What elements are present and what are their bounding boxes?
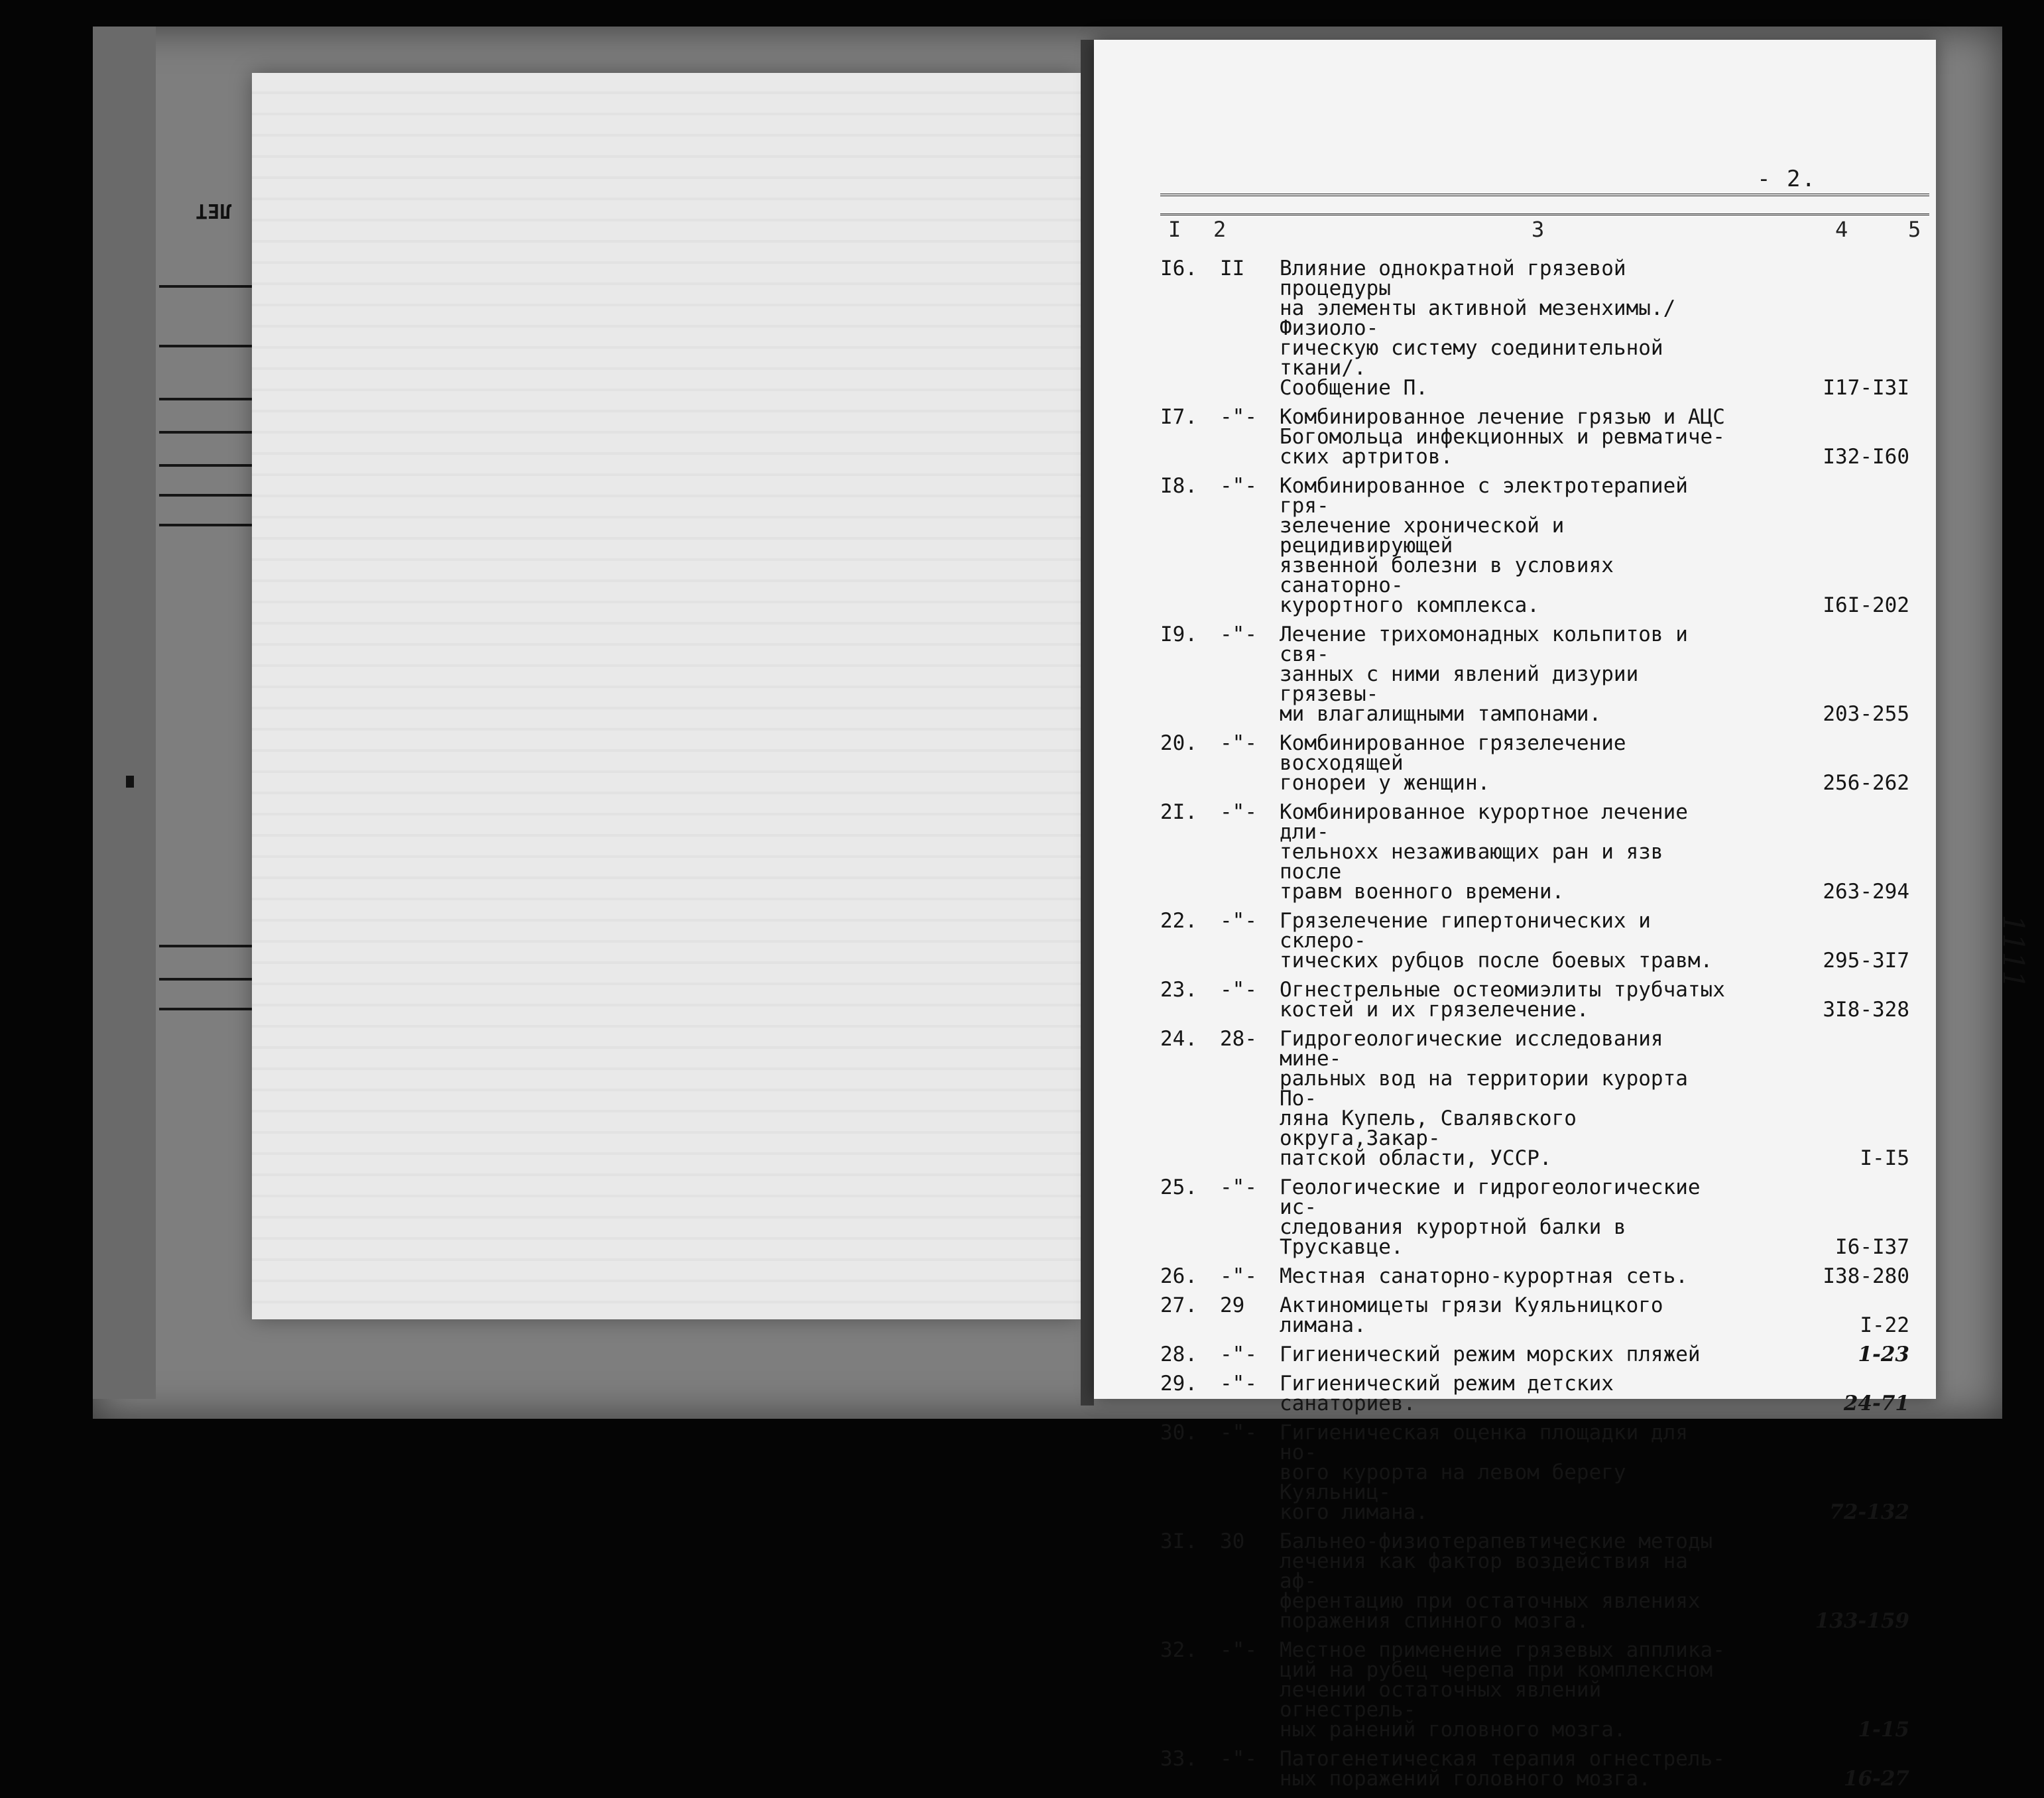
folder-edge	[93, 27, 156, 1399]
entry-title: Гигиенический режим детских санаториев.	[1280, 1372, 1614, 1415]
entry-section: -"-	[1220, 1372, 1257, 1396]
entry-number: 30.	[1160, 1421, 1197, 1445]
entry-section: -"-	[1220, 978, 1257, 1002]
entry-pages: I38-280	[1823, 1264, 1909, 1288]
entry-pages: I6I-202	[1823, 593, 1909, 617]
entry-title: Комбинированное грязелечение восходящей гонореи у женщин.	[1280, 731, 1626, 795]
table-row	[1160, 1295, 1943, 1335]
entry-pages: 203-255	[1823, 702, 1909, 726]
entry-number: I7.	[1160, 405, 1197, 429]
book-spine	[1081, 40, 1094, 1406]
entry-number: 29.	[1160, 1372, 1197, 1396]
entry-pages: 1-23	[1858, 1343, 1909, 1366]
entry-number: 3I.	[1160, 1529, 1197, 1553]
column-header-2: 2	[1213, 217, 1227, 242]
entry-title: Гидрогеологические исследования мине- ральных вод на территории курорта По- ляна Купель, Свалявского округа,Закар- патской области, УССР.	[1280, 1027, 1688, 1170]
table-row	[1160, 407, 1943, 467]
entry-number: 27.	[1160, 1293, 1197, 1317]
entry-section: 30	[1220, 1529, 1245, 1553]
entry-list	[1160, 259, 1943, 1798]
entry-section: -"-	[1220, 405, 1257, 429]
table-row	[1160, 1749, 1943, 1789]
table-row	[1160, 476, 1943, 615]
table-row	[1160, 1029, 1943, 1168]
column-header-5: 5	[1908, 217, 1921, 242]
entry-title: Грязелечение гипертонических и склеро- тических рубцов после боевых травм.	[1280, 909, 1713, 973]
entry-title: Лечение трихомонадных кольпитов и свя- занных с ними явлений дизурии грязевы- ми влагалищными тампонами.	[1280, 623, 1688, 726]
entry-section: II	[1220, 257, 1245, 280]
entry-section: -"-	[1220, 1421, 1257, 1445]
entry-pages: 16-27	[1843, 1767, 1909, 1791]
entry-title: Гигиенический режим морских пляжей	[1280, 1343, 1701, 1366]
entry-section: -"-	[1220, 1638, 1257, 1662]
entry-number: 32.	[1160, 1638, 1197, 1662]
entry-title: Комбинированное с электротерапией гря- зелечение хронической и рецидивирующей язвенной болезни в условиях санаторно- курортного комплекса.	[1280, 474, 1688, 617]
entry-number: 28.	[1160, 1343, 1197, 1366]
entry-pages: 256-262	[1823, 771, 1909, 795]
table-row	[1160, 259, 1943, 398]
entry-number: 22.	[1160, 909, 1197, 933]
entry-section: -"-	[1220, 731, 1257, 755]
entry-section: -"-	[1220, 909, 1257, 933]
page-number: - 2.	[1757, 166, 1817, 192]
table-row	[1160, 1345, 1943, 1364]
right-page	[1094, 40, 1936, 1791]
entry-section: -"-	[1220, 800, 1257, 824]
ink-mark	[126, 776, 134, 788]
entry-number: 23.	[1160, 978, 1197, 1002]
entry-title: Влияние однократной грязевой процедуры на элементы активной мезенхимы./Физиоло- гическую систему соединительной ткани/. Сообщение П.	[1280, 257, 1676, 400]
entry-number: 24.	[1160, 1027, 1197, 1051]
entry-title: Актиномицеты грязи Куяльницкого лимана.	[1280, 1293, 1663, 1337]
column-header-4: 4	[1835, 217, 1848, 242]
column-header-1: I	[1168, 217, 1181, 242]
column-header-3: 3	[1532, 217, 1545, 242]
entry-section: 29	[1220, 1293, 1245, 1317]
entry-pages: I-I5	[1860, 1146, 1909, 1170]
entry-title: Геологические и гидрогеологические ис- следования курортной балки в Трускавце.	[1280, 1175, 1701, 1259]
entry-number: I6.	[1160, 257, 1197, 280]
entry-title: Патогенетическая терапия огнестрель- ных поражений головного мозга.	[1280, 1747, 1725, 1791]
entry-pages: 295-3I7	[1823, 949, 1909, 973]
entry-pages: 3I8-328	[1823, 998, 1909, 1022]
entry-title: Местное применение грязевых апплика- ций на рубец черепа при комплексном лечении остаточных явлений огнестрель- ных ранений головного мозга.	[1280, 1638, 1725, 1742]
entry-number: I9.	[1160, 623, 1197, 646]
entry-pages: 1-15	[1858, 1718, 1909, 1742]
entry-pages: I-22	[1860, 1313, 1909, 1337]
bleed-through-text	[252, 73, 1081, 1319]
entry-title: Комбинированное лечение грязью и АЦС Богомольца инфекционных и ревматиче- ских артритов.	[1280, 405, 1725, 469]
entry-number: 2I.	[1160, 800, 1197, 824]
entry-section: -"-	[1220, 623, 1257, 646]
entry-number: I8.	[1160, 474, 1197, 498]
margin-label: ЛЕТ	[196, 199, 232, 222]
entry-section: 28-	[1220, 1027, 1257, 1051]
table-row	[1160, 1423, 1943, 1522]
entry-title: Огнестрельные остеомиэлиты трубчатых костей и их грязелечение.	[1280, 978, 1725, 1022]
entry-title: Местная санаторно-курортная сеть.	[1280, 1264, 1688, 1288]
entry-pages: I17-I3I	[1823, 376, 1909, 400]
table-row	[1160, 733, 1943, 793]
entry-section: -"-	[1220, 1747, 1257, 1771]
table-row	[1160, 1177, 1943, 1257]
entry-section: -"-	[1220, 1264, 1257, 1288]
table-row	[1160, 1374, 1943, 1413]
entry-title: Гигиеническая оценка площадки для но- вого курорта на левом берегу Куяльниц- кого лимана.	[1280, 1421, 1688, 1524]
entry-pages: 24-71	[1843, 1392, 1909, 1415]
entry-pages: 72-132	[1829, 1500, 1909, 1524]
entry-section: -"-	[1220, 1343, 1257, 1366]
table-row	[1160, 911, 1943, 971]
left-page	[252, 73, 1081, 1319]
table-row	[1160, 625, 1943, 724]
entry-number: 33.	[1160, 1747, 1197, 1771]
entry-pages: 263-294	[1823, 880, 1909, 904]
entry-number: 20.	[1160, 731, 1197, 755]
table-row	[1160, 980, 1943, 1020]
table-row	[1160, 1640, 1943, 1740]
entry-pages: I32-I60	[1823, 445, 1909, 469]
header-rule	[1160, 194, 1929, 200]
side-annotation: 1111	[1996, 914, 2030, 989]
entry-number: 26.	[1160, 1264, 1197, 1288]
column-header	[1160, 213, 1929, 242]
entry-title: Комбинированное курортное лечение дли- тельнохх незаживающих ран и язв после травм военного времени.	[1280, 800, 1688, 904]
entry-pages: 133-159	[1815, 1609, 1909, 1633]
entry-title: Бальнео-физиотерапевтические методы лечения как фактор воздействия на аф- ферентацию при остаточных явлениях поражения спинного мозга.	[1280, 1529, 1713, 1633]
entry-number: 25.	[1160, 1175, 1197, 1199]
entry-section: -"-	[1220, 1175, 1257, 1199]
entry-section: -"-	[1220, 474, 1257, 498]
table-row	[1160, 1531, 1943, 1631]
table-row	[1160, 1266, 1943, 1286]
table-row	[1160, 802, 1943, 902]
entry-pages: I6-I37	[1835, 1235, 1909, 1259]
